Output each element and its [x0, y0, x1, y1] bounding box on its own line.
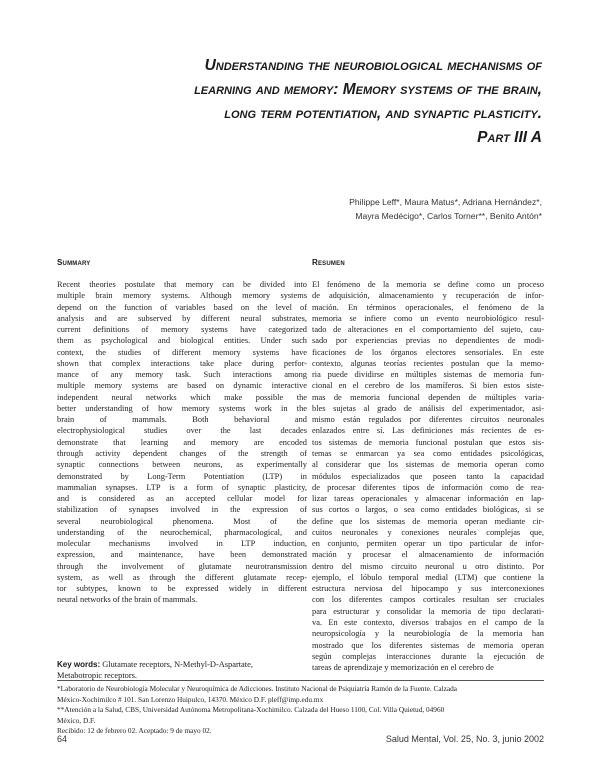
text-line: mance of any memory task. Such interactions among [57, 370, 307, 380]
footnote-line: **Atención a la Salud, CBS, Universidad Autónoma Metropolitana-Xochimilco. Calzada del Hueso 1100, Col. Villa Quietud, 04960 [57, 705, 445, 714]
text-line: Recent theories postulate that memory can be divided into [57, 280, 307, 289]
text-line: para estructurar y consolidar la memoria de tipo declarati- [312, 606, 544, 616]
text-line: them as psychological and biological entities. Under such [57, 336, 307, 346]
resumen-text [312, 279, 544, 673]
text-line: estructura nerviosa del hipocampo y sus interconexiones [312, 584, 544, 594]
text-line: dentro del mismo circuito neuronal u otro distinto. Por [312, 561, 544, 571]
text-line: mammalian synapses. LTP is a form of synaptic plasticity, [57, 482, 307, 492]
text-line: según complejas interacciones durante la ejecución de [312, 651, 544, 661]
text-line: demonstrated by Long-Term Potentiation (LTP) in [57, 471, 307, 481]
footnote-line: México-Xochimilco # 101. San Lorenzo Huipulco, 14370. México D.F. pleff@imp.edu.mx [57, 694, 324, 704]
text-line: con los diferentes campos corticales resultan ser cruciales [312, 595, 544, 605]
text-line: multiple brain memory systems. Although memory systems [57, 291, 307, 301]
keywords [57, 659, 307, 682]
article-title [42, 54, 542, 150]
text-line: analysis and are subserved by different neural substrates, [57, 313, 307, 323]
text-line: bles sujetas al grado de análisis del experimentador, asi- [312, 403, 544, 413]
text-line: tado de alteraciones en el comportamiento del sujeto, cau- [312, 325, 544, 335]
text-line: mación y procesar el almacenamiento de información [312, 550, 544, 560]
text-line: understanding of the neurochemical, pharmacological, and [57, 527, 307, 537]
text-line: en conjunto, permiten operar un tipo particular de infor- [312, 539, 544, 549]
text-line: stabilization of synapses involved in the expression of [57, 505, 307, 515]
text-line: ria puede dividirse en múltiples sistemas de memoria fun- [312, 370, 544, 380]
title-line: long term potentiation, and synaptic plasticity. [224, 105, 542, 122]
text-line: mas de memoria funcional dependen de múltiples varia- [312, 392, 544, 402]
text-line: better understanding of how memory systems work in the [57, 403, 307, 413]
text-line: al considerar que los sistemas de memoria operan como [312, 460, 544, 470]
text-line: and is considered as an accepted cellular model for [57, 494, 307, 504]
text-line: context, the studies of different memory systems have [57, 347, 307, 357]
text-line: de adquisición, almacenamiento y recuperación de infor- [312, 291, 544, 301]
text-line: tos sistemas de memoria funcional postulan que estos sis- [312, 437, 544, 447]
text-line: demonstrate that learning and memory are encoded [57, 437, 307, 447]
author-line: Mayra Medécigo*, Carlos Torner**, Benito Antón* [355, 210, 542, 221]
text-line: synaptic connections between neurons, as experimentally [57, 460, 307, 470]
keywords-line: Metabotropic receptors. [57, 671, 137, 681]
text-line: independent neural networks which make possible the [57, 392, 307, 402]
text-line: mismo están regulados por diferentes circuitos neuronales [312, 415, 544, 425]
summary-heading: Summary [57, 258, 91, 267]
footnote-line: *Laboratorio de Neurobiología Molecular y Neuroquímica de Adicciones. Instituto Nacional de Psiquiatría Ramón de la Fuente. Calzada [57, 684, 457, 693]
page-number: 64 [57, 734, 68, 744]
text-line: va. En este contexto, diversos trabajos en el campo de la [312, 617, 544, 627]
title-line: Understanding the neurobiological mechanisms of [204, 57, 542, 74]
title-line: learning and memory: Memory systems of the brain, [194, 81, 542, 98]
text-line: contexto, algunas teorías recientes postulan que la memo- [312, 358, 544, 368]
text-line: lizar tareas operacionales y almacenar información en lap- [312, 494, 544, 504]
text-line: several neurobiological phenomena. Most of the [57, 516, 307, 526]
text-line: depend on the function of variables based on the level of [57, 302, 307, 312]
footnote-line: Recibido: 12 de febrero 02. Aceptado: 9 de mayo 02. [57, 726, 212, 735]
text-line: shown that complex interactions take place during perfor- [57, 358, 307, 368]
text-line: tareas de aprendizaje y memorización en el cerebro de [312, 663, 494, 673]
text-line: system, as well as through the different glutamate recep- [57, 572, 307, 582]
text-line: ejemplo, el lóbulo temporal medial (LTM) que contiene la [312, 572, 544, 582]
text-line: ficaciones de los órganos electores sensoriales. En este [312, 347, 544, 357]
text-line: expression, and maintenance, have been demonstrated [57, 550, 307, 560]
text-line: electrophysiological studies over the last decades [57, 426, 307, 436]
journal-citation: Salud Mental, Vol. 25, No. 3, junio 2002 [385, 734, 544, 744]
footnotes [57, 684, 547, 737]
text-line: El fenómeno de la memoria se define como un proceso [312, 280, 544, 289]
text-line: define que los sistemas de memoria operan mediante cir- [312, 516, 544, 526]
text-line: mostrado que los diferentes sistemas de memoria operan [312, 640, 544, 650]
text-line: multiple memory systems are based on dynamic interactive [57, 381, 307, 391]
text-line: de procesar diferentes tipos de información como de rea- [312, 482, 544, 492]
text-line: temas se enmarcan ya sea como entidades psicológicas, [312, 448, 544, 458]
text-line: mación. En términos operacionales, el fenómeno de la [312, 302, 544, 312]
text-line: cuitos neuronales y conexiones neurales complejas que, [312, 527, 544, 537]
keywords-line [57, 659, 307, 670]
text-line: módulos especializados que poseen tanto la capacidad [312, 471, 544, 481]
text-line: brain of mammals. Both behavioral and [57, 415, 307, 425]
text-line: cional en el cerebro de los mamíferos. Si bien estos siste- [312, 381, 544, 391]
text-line: through the involvement of glutamate neurotransmission [57, 561, 307, 571]
text-line: through activity dependent changes of the strength of [57, 448, 307, 458]
text-line: molecular mechanisms involved in LTP induction, [57, 539, 307, 549]
text-line: current definitions of memory systems have categorized [57, 325, 307, 335]
text-line: tor subtypes, known to be expressed widely in different [57, 584, 307, 594]
text-line: memoria se infiere como un evento neurobiológico resul- [312, 313, 544, 323]
keywords-label: Key words: [57, 660, 101, 669]
text-line: enlazados entre sí. Las definiciones más recientes de es- [312, 426, 544, 436]
author-line: Philippe Leff*, Maura Matus*, Adriana Hernández*, [349, 197, 542, 207]
footnote-line: México, D.F. [57, 715, 96, 725]
summary-text [57, 279, 307, 606]
text-line: neural networks of the brain of mammals. [57, 595, 198, 605]
footnote-divider [57, 680, 544, 681]
text-line: neuropsicología y la neurobiología de la memoria han [312, 629, 544, 639]
text-line: sado por experiencias previas no dependientes de modi- [312, 336, 544, 346]
author-list [212, 196, 542, 223]
title-line: Part III A [477, 129, 542, 146]
resumen-heading: Resumen [312, 258, 345, 267]
keywords-values: Glutamate receptors, N-Methyl-D-Aspartate, [100, 660, 253, 669]
text-line: sus cortos o largos, o sea como entidades biológicas, si se [312, 505, 544, 515]
